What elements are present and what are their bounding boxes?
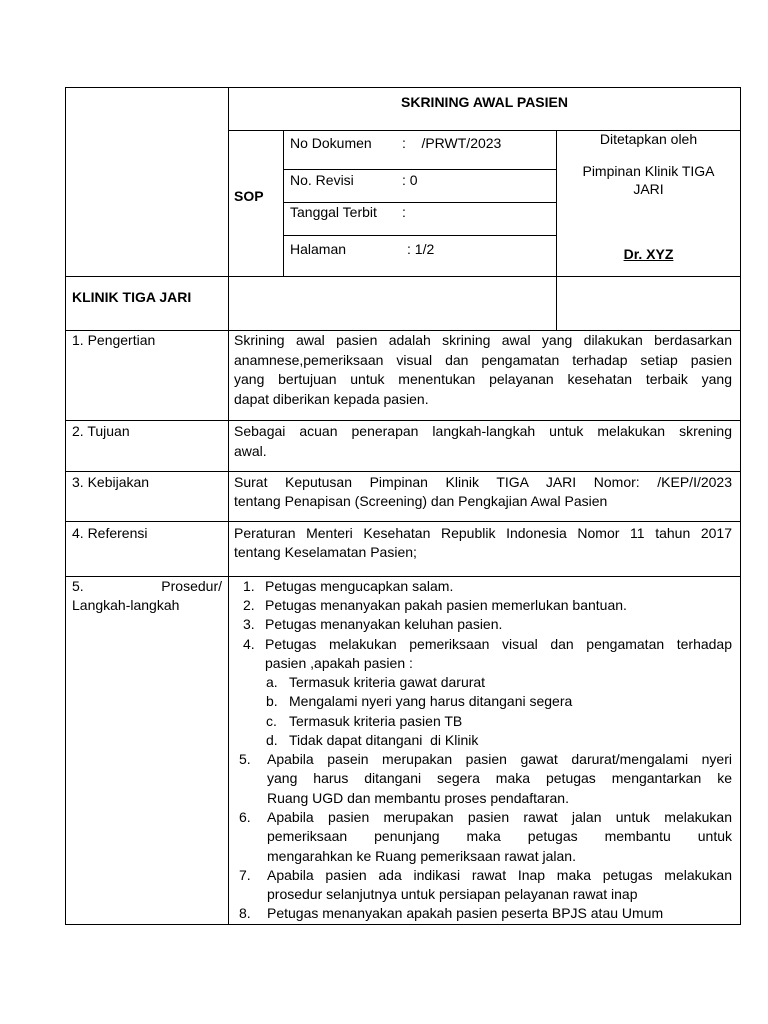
revision-value: : 0 [402,172,418,188]
page-label: Halaman [290,241,347,257]
sub-item-letter: b. [266,693,278,709]
kebijakan-line: Surat Keputusan Pimpinan Klinik TIGA JARI Nomor: /KEP/I/2023 [234,474,732,490]
revision-label: No. Revisi [290,172,354,188]
step-number: 6. [239,809,251,825]
pengertian-line: Skrining awal pasien adalah skrining awal yang dilakukan berdasarkan [234,332,732,348]
sub-item-text: Mengalami nyeri yang harus ditangani segera [289,693,573,709]
sub-item-text: Termasuk kriteria pasien TB [289,713,463,729]
step-text: Apabila pasein merupakan pasien gawat darurat/mengalami nyeri [267,751,732,767]
step-number: 3. [243,616,255,632]
step-number: 5. [239,751,251,767]
sop-label: SOP [234,188,264,204]
step-text: Apabila pasien ada indikasi rawat Inap maka petugas melakukan [267,867,732,883]
leader-title-line1: Pimpinan Klinik TIGA [582,163,715,179]
approval-column-divider [556,130,557,330]
issue-date-label: Tanggal Terbit [290,204,377,220]
sub-item-text: Termasuk kriteria gawat darurat [289,674,486,690]
page-value: : 1/2 [407,241,435,257]
doc-number-label: No Dokumen [290,135,372,151]
step-number: 1. [243,578,255,594]
step-text: Petugas menanyakan keluhan pasien. [265,616,503,632]
header-bottom-divider [65,276,741,277]
doc-number-value: : /PRWT/2023 [402,135,502,151]
sop-column-divider [283,130,284,276]
step-number: 8. [239,905,251,921]
doc-row-divider-3 [283,235,556,236]
step-text: mengarahkan ke Ruang pemeriksaan rawat jalan. [267,847,576,864]
kebijakan-row-divider [65,521,741,522]
prosedur-label-line2: Langkah-langkah [72,597,180,613]
step-text: Petugas menanyakan pakah pasien memerlukan bantuan. [265,597,627,613]
established-by-text: Ditetapkan oleh [599,131,698,147]
sub-item-letter: d. [266,732,278,748]
sub-item-text: Tidak dapat ditangani di Klinik [289,732,479,748]
step-text: pasien ,apakah pasien : [265,655,413,672]
pengertian-line: dapat diberikan kepada pasien. [234,390,429,407]
kebijakan-line: tentang Penapisan (Screening) dan Pengkajian Awal Pasien [234,493,608,509]
step-number: 7. [239,867,251,883]
sub-item-letter: a. [266,674,278,690]
referensi-line: tentang Keselamatan Pasien; [234,544,417,560]
pengertian-label: 1. Pengertian [72,332,156,348]
referensi-label: 4. Referensi [72,525,148,541]
step-text: pemeriksaan penunjang maka petugas membantu untuk [267,828,732,845]
step-text: Petugas menanyakan apakah pasien peserta BPJS atau Umum [267,905,664,921]
clinic-name: KLINIK TIGA JARI [72,289,192,305]
kebijakan-label: 3. Kebijakan [72,474,150,490]
tujuan-line: awal. [234,442,267,459]
issue-date-value: : [402,204,406,220]
tujuan-row-divider [65,471,741,472]
pengertian-line: anamnese,pemeriksaan visual dan pengamatan terhadap setiap pasien [234,351,732,368]
document-title: SKRINING AWAL PASIEN [401,94,568,110]
pengertian-line: yang bertujuan untuk menentukan pelayanan kesehatan terbaik yang [234,371,732,387]
step-text: Apabila pasien merupakan pasien rawat jalan untuk melakukan [267,809,732,825]
prosedur-label-word: Prosedur/ [161,578,222,594]
doc-row-divider-1 [283,169,556,170]
step-text: yang harus ditangani segera maka petugas mengantarkan ke [267,770,732,787]
step-text: Ruang UGD dan membantu proses pendaftaran. [267,789,569,806]
step-number: 2. [243,597,255,613]
sub-item-letter: c. [266,713,277,729]
tujuan-label: 2. Tujuan [72,423,130,439]
step-number: 4. [243,636,255,652]
signatory-name: Dr. XYZ [623,246,674,262]
step-text: prosedur selanjutnya untuk persiapan pelayanan rawat inap [267,886,638,903]
leader-title-line2: JARI [633,181,664,197]
step-text: Petugas melakukan pemeriksaan visual dan pengamatan terhadap [265,636,732,652]
step-text: Petugas mengucapkan salam. [265,578,454,594]
referensi-line: Peraturan Menteri Kesehatan Republik Indonesia Nomor 11 tahun 2017 [234,525,732,541]
pengertian-row-divider [65,420,741,421]
tujuan-line: Sebagai acuan penerapan langkah-langkah untuk melakukan skrening [234,423,732,439]
prosedur-label-number: 5. [72,578,84,594]
label-column-divider [228,87,229,925]
